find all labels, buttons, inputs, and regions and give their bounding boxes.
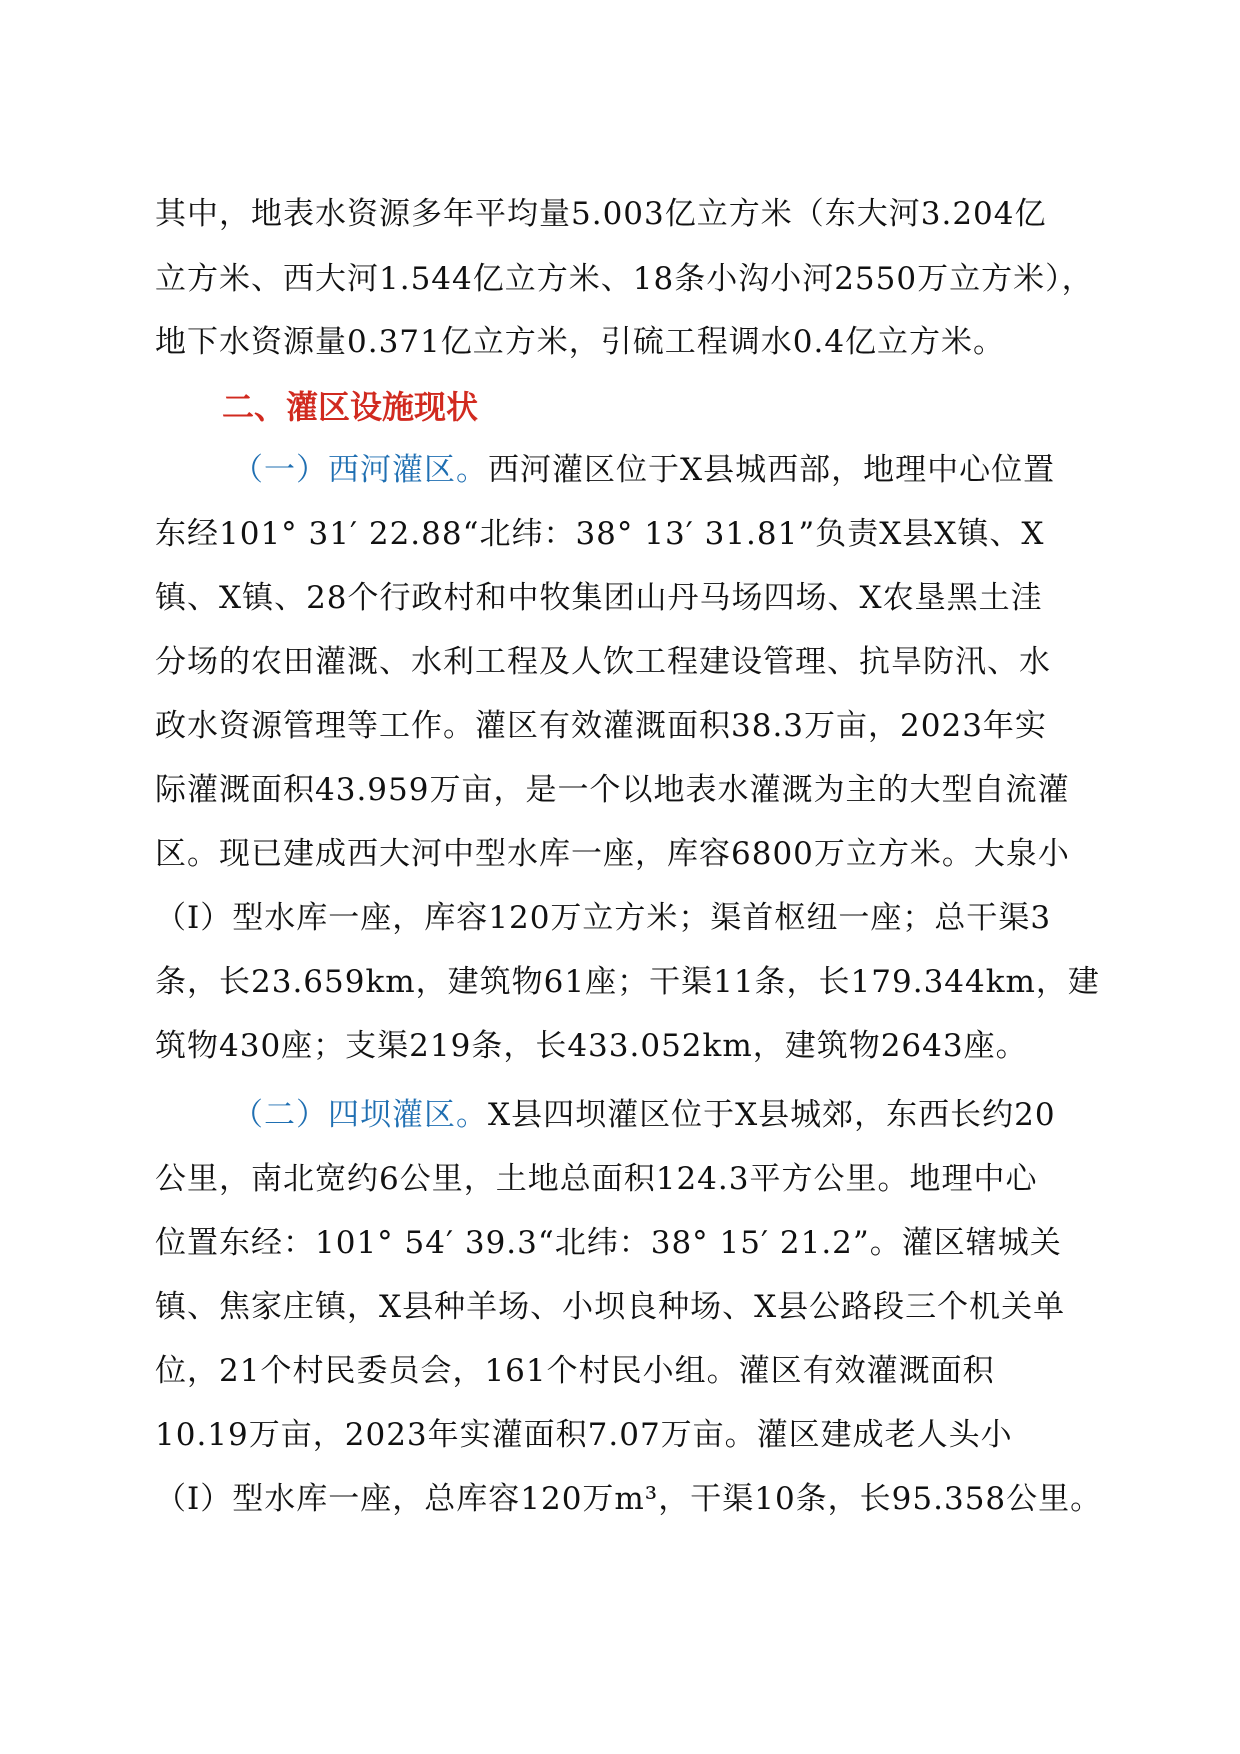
text-line: 公里，南北宽约6公里，土地总面积124.3平方公里。地理中心: [155, 1161, 1038, 1197]
text-line: 地下水资源量0.371亿立方米，引硫工程调水0.4亿立方米。: [155, 324, 1006, 360]
text-line: 镇、X镇、28个行政村和中牧集团山丹马场四场、X农垦黑土洼: [155, 580, 1043, 616]
subsection-line: [232, 1095, 1056, 1135]
text-line: 际灌溉面积43.959万亩，是一个以地表水灌溉为主的大型自流灌: [155, 772, 1070, 808]
text-span: 西河灌区位于X县城西部，地理中心位置: [488, 452, 1056, 488]
text-line: 位置东经：101° 54′ 39.3“北纬：38° 15′ 21.2”。灌区辖城关: [155, 1225, 1062, 1261]
text-line: 位，21个村民委员会，161个村民小组。灌区有效灌溉面积: [155, 1353, 995, 1389]
text-span: X县四坝灌区位于X县城郊，东西长约20: [488, 1097, 1056, 1133]
text-line: 筑物430座；支渠219条，长433.052km，建筑物2643座。: [155, 1028, 1028, 1064]
text-line: （I）型水库一座，库容120万立方米；渠首枢纽一座；总干渠3: [155, 900, 1052, 936]
text-line: 立方米、西大河1.544亿立方米、18条小沟小河2550万立方米），: [155, 261, 1094, 297]
text-line: （I）型水库一座，总库容120万m³，干渠10条，长95.358公里。: [155, 1481, 1103, 1517]
subsection-title-siba: （二）四坝灌区。: [232, 1097, 488, 1133]
text-line: 东经101° 31′ 22.88“北纬：38° 13′ 31.81”负责X县X镇、X: [155, 516, 1045, 552]
text-line: 政水资源管理等工作。灌区有效灌溉面积38.3万亩，2023年实: [155, 708, 1047, 744]
subsection-line: [232, 450, 1055, 490]
section-heading: 二、灌区设施现状: [222, 388, 479, 426]
text-line: 条，长23.659km，建筑物61座；干渠11条，长179.344km，建: [155, 964, 1100, 1000]
text-line: 其中，地表水资源多年平均量5.003亿立方米（东大河3.204亿: [155, 196, 1047, 232]
text-line: 镇、焦家庄镇，X县种羊场、小坝良种场、X县公路段三个机关单: [155, 1289, 1066, 1325]
text-line: 分场的农田灌溉、水利工程及人饮工程建设管理、抗旱防汛、水: [155, 644, 1051, 680]
subsection-title-xihe: （一）西河灌区。: [232, 452, 488, 488]
text-line: 区。现已建成西大河中型水库一座，库容6800万立方米。大泉小: [155, 836, 1070, 872]
text-line: 10.19万亩，2023年实灌面积7.07万亩。灌区建成老人头小: [155, 1417, 1013, 1453]
